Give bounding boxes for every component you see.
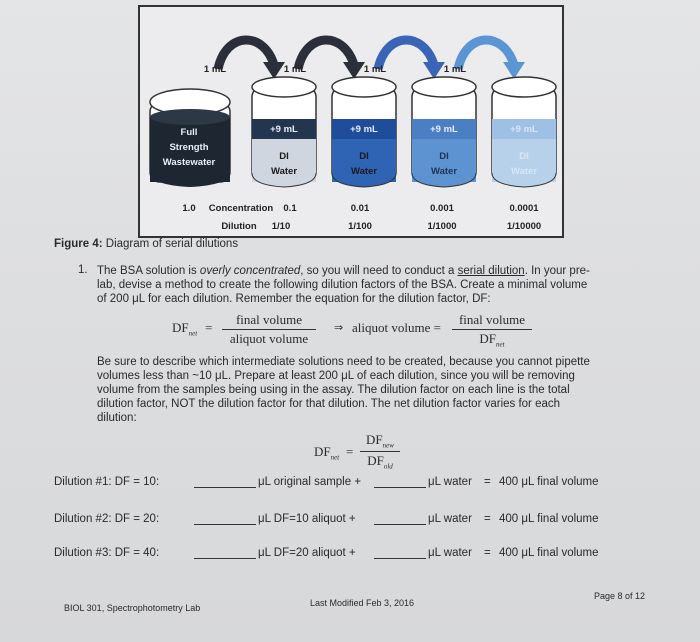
dilution-2-final: 400 μL final volume: [499, 513, 599, 525]
dilution-1-final: 400 μL final volume: [499, 476, 599, 488]
dilution-1-label: Dilution #1: DF = 10:: [54, 476, 160, 488]
beaker-1: [150, 89, 230, 187]
dilution-row-1: [54, 476, 674, 492]
eq1-fraction: [222, 312, 316, 347]
concentration-value-3: 0.01: [350, 203, 370, 214]
beaker-3-line-2: Water: [350, 166, 378, 177]
eq2-df: [314, 444, 339, 462]
dilution-value-4: 1/1000: [427, 221, 457, 232]
question-line-2: lab, devise a method to create the following dilution factors of the BSA. Create a minimal volume: [97, 279, 588, 291]
serial-dilution-figure: [138, 5, 564, 238]
question-line-3: of 200 μL for each dilution. Remember the equation for the dilution factor, DF:: [97, 293, 491, 305]
dilution-1-water-blank[interactable]: [374, 476, 426, 488]
dilution-1-water-text: μL water: [428, 476, 472, 488]
dilution-1-aliquot-blank[interactable]: [194, 476, 256, 488]
dilution-3-aliquot-blank[interactable]: [194, 547, 256, 559]
concentration-value-1: 1.0: [182, 203, 196, 214]
beaker-3-line-1: DI: [359, 151, 369, 162]
dilution-2-water-text: μL water: [428, 513, 472, 525]
dilution-2-equals: =: [484, 513, 491, 525]
beaker-1-line-3: Wastewater: [162, 157, 216, 168]
dilution-row-label: Dilution: [221, 221, 257, 232]
dilution-value-5: 1/10000: [506, 221, 542, 232]
eq1-fraction-2: [452, 312, 532, 349]
transfer-volume-label-2: 1 mL: [283, 64, 307, 75]
concentration-value-5: 0.0001: [509, 203, 539, 214]
dilution-1-equals: =: [484, 476, 491, 488]
beaker-5-add-label: +9 mL: [510, 124, 538, 135]
para2-line-3: volume from the samples being using in the assay. The dilution factor on each line is the total: [97, 384, 570, 396]
transfer-volume-label-4: 1 mL: [443, 64, 467, 75]
question-line-1-b: , so you will need to conduct a: [300, 265, 458, 277]
concentration-value-2: 0.1: [283, 203, 297, 214]
dilution-2-water-blank[interactable]: [374, 513, 426, 525]
figure-caption: [54, 238, 238, 250]
question-line-1-a: The BSA solution is: [97, 265, 200, 277]
eq2-equals: =: [346, 444, 354, 459]
beaker-4-add-label: +9 mL: [430, 124, 458, 135]
eq1-df-text: DF: [172, 320, 189, 335]
eq1-aliquot-lhs: aliquot volume =: [352, 320, 441, 335]
dilution-3-final: 400 μL final volume: [499, 547, 599, 559]
beaker-5-line-1: DI: [519, 151, 529, 162]
beaker-2-line-2: Water: [270, 166, 298, 177]
beaker-1-line-2: Strength: [169, 142, 209, 153]
footer-modified: Last Modified Feb 3, 2016: [310, 598, 415, 608]
beaker-1-line-1: Full: [180, 127, 198, 138]
dilution-2-label: Dilution #2: DF = 20:: [54, 513, 160, 525]
eq1-equals: =: [205, 320, 213, 335]
eq2-numerator-sub: new: [382, 441, 394, 450]
beaker-4-line-1: DI: [439, 151, 449, 162]
eq1-denominator: aliquot volume: [229, 331, 309, 346]
dilution-2-mid-text: μL DF=10 aliquot +: [258, 513, 356, 525]
beaker-2-line-1: DI: [279, 151, 289, 162]
figure-caption-label: Figure 4:: [54, 238, 103, 250]
footer-page-number: Page 8 of 12: [594, 591, 646, 601]
beaker-4-line-2: Water: [430, 166, 458, 177]
transfer-volume-label-3: 1 mL: [363, 64, 387, 75]
eq2-numerator: DF: [366, 432, 383, 447]
beaker-3-add-label: +9 mL: [350, 124, 378, 135]
question-line-1-c: . In your pre-: [524, 265, 590, 277]
concentration-value-4: 0.001: [430, 203, 454, 214]
concentration-row-label: Concentration: [208, 203, 274, 214]
para2-line-5: dilution:: [97, 412, 137, 424]
beaker-5-line-2: Water: [510, 166, 538, 177]
dilution-2-aliquot-blank[interactable]: [194, 513, 256, 525]
eq2-denominator-sub: old: [383, 462, 393, 471]
beaker-2-add-label: +9 mL: [270, 124, 298, 135]
question-line-1-italic: overly concentrated: [199, 265, 301, 277]
dilution-row-3: [54, 547, 674, 563]
eq2-df-sub: net: [330, 453, 340, 462]
question-line-1: [97, 264, 667, 278]
footer-course: BIOL 301, Spectrophotometry Lab: [64, 603, 201, 613]
dilution-1-mid-text: μL original sample +: [258, 476, 362, 488]
dilution-value-2: 1/10: [271, 221, 291, 232]
eq1-denominator-2: DF: [479, 331, 497, 346]
eq1-numerator: final volume: [235, 312, 303, 327]
dilution-3-water-blank[interactable]: [374, 547, 426, 559]
question-number: 1.: [78, 264, 88, 276]
eq1-df: [172, 320, 197, 338]
eq1-implies-arrow: ⇒: [334, 322, 344, 334]
dilution-row-2: [54, 513, 674, 529]
figure-caption-text: Diagram of serial dilutions: [102, 238, 239, 250]
dilution-3-water-text: μL water: [428, 547, 472, 559]
question-line-1-underlined: serial dilution: [457, 265, 525, 277]
eq2-df-text: DF: [314, 444, 331, 459]
para2-line-1: Be sure to describe which intermediate solutions need to be created, because you cannot pipette: [97, 356, 590, 368]
eq1-denominator-2-sub: net: [496, 340, 505, 349]
eq2-denominator: DF: [367, 452, 384, 468]
dilution-3-mid-text: μL DF=20 aliquot +: [258, 547, 356, 559]
para2-line-2: volumes less than ~10 μL. Prepare at least 200 μL of each dilution, since you will be removing: [97, 370, 575, 382]
eq2-fraction: [360, 432, 400, 470]
para2-line-4: dilution factor, NOT the dilution factor for that dilution. The net dilution factor varies for each: [97, 398, 561, 410]
eq1-numerator-2: final volume: [458, 312, 526, 327]
eq1-df-sub: net: [188, 329, 198, 338]
dilution-3-equals: =: [484, 547, 491, 559]
dilution-value-3: 1/100: [348, 221, 372, 232]
dilution-3-label: Dilution #3: DF = 40:: [54, 547, 160, 559]
transfer-volume-label-1: 1 mL: [203, 64, 227, 75]
